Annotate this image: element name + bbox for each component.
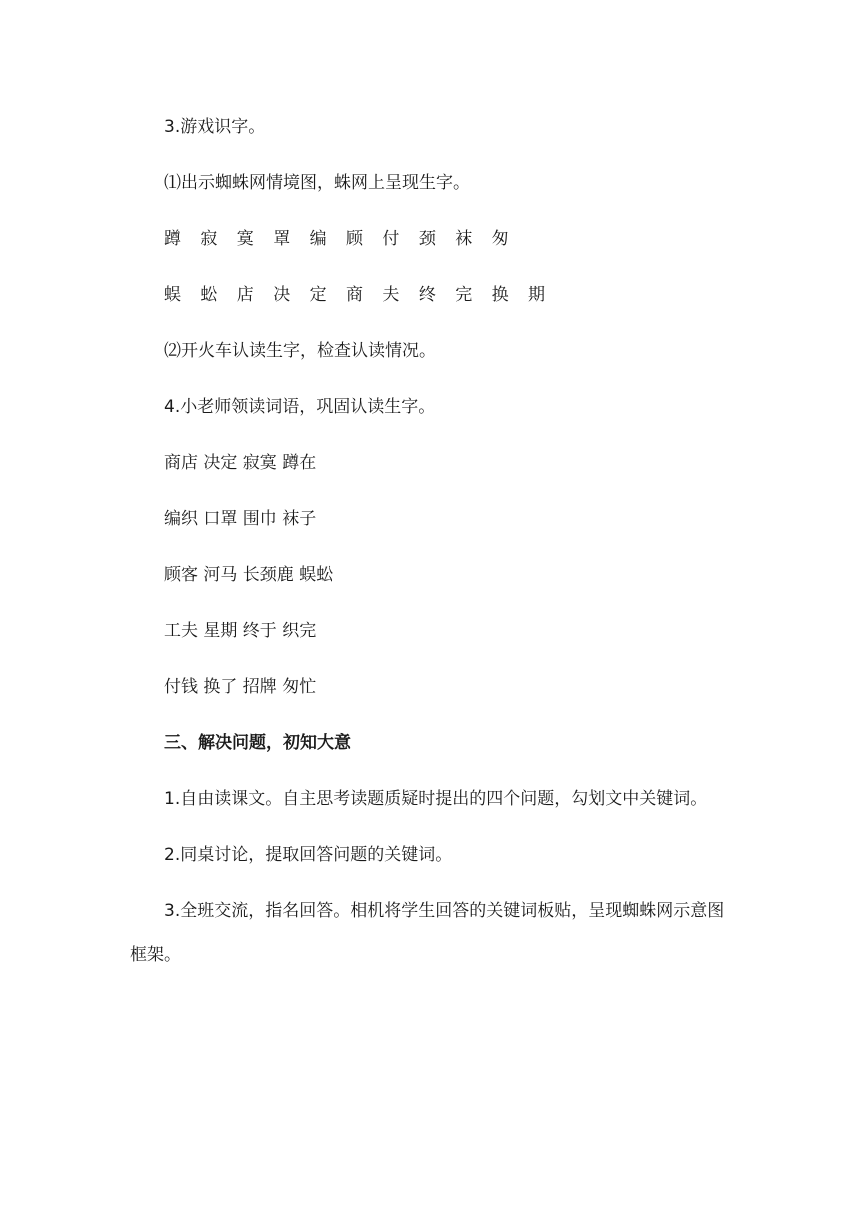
section-heading-3: 三、解决问题，初知大意 bbox=[164, 733, 351, 753]
new-characters-row-1: 蹲 寂 寞 罩 编 顾 付 颈 袜 匆 bbox=[164, 229, 516, 249]
new-characters-row-2: 蜈 蚣 店 决 定 商 夫 终 完 换 期 bbox=[164, 285, 553, 305]
substep-2-train-reading: ⑵开火车认读生字，检查认读情况。 bbox=[164, 341, 436, 361]
word-row-1: 商店 决定 寂寞 蹲在 bbox=[164, 453, 317, 473]
task-3-continuation: 框架。 bbox=[130, 945, 181, 965]
task-1-free-reading: 1.自由读课文。自主思考读题质疑时提出的四个问题，勾划文中关键词。 bbox=[164, 789, 708, 809]
task-2-desk-discussion: 2.同桌讨论，提取回答问题的关键词。 bbox=[164, 845, 453, 865]
step-3-game-literacy: 3.游戏识字。 bbox=[164, 117, 266, 137]
substep-1-spider-web: ⑴出示蜘蛛网情境图，蛛网上呈现生字。 bbox=[164, 173, 470, 193]
word-row-3: 顾客 河马 长颈鹿 蜈蚣 bbox=[164, 565, 334, 585]
word-row-5: 付钱 换了 招牌 匆忙 bbox=[164, 677, 317, 697]
word-row-2: 编织 口罩 围巾 袜子 bbox=[164, 509, 317, 529]
task-3-class-exchange: 3.全班交流，指名回答。相机将学生回答的关键词板贴，呈现蜘蛛网示意图 bbox=[164, 901, 725, 921]
step-4-little-teacher: 4.小老师领读词语，巩固认读生字。 bbox=[164, 397, 436, 417]
word-row-4: 工夫 星期 终于 织完 bbox=[164, 621, 317, 641]
